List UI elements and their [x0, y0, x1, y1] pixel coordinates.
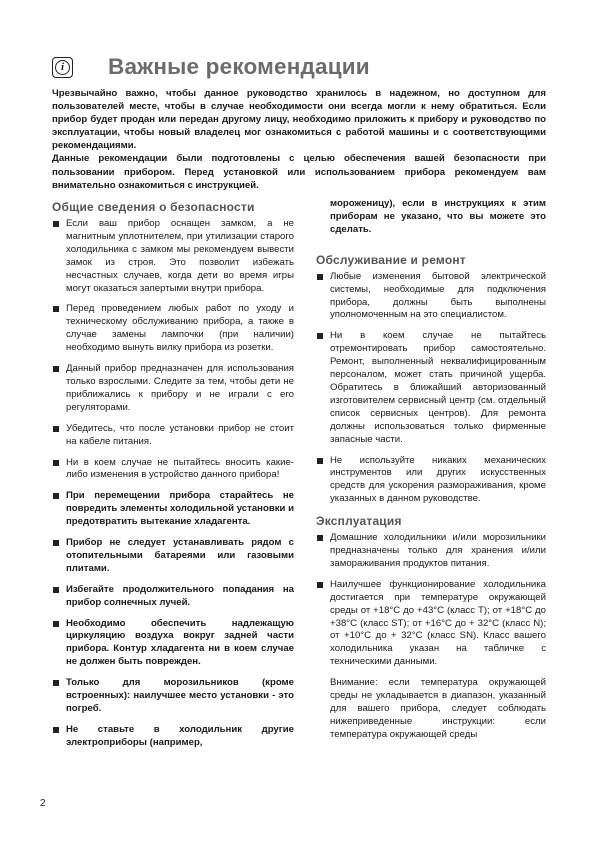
bullet-square-icon [53, 493, 59, 499]
safety-list [52, 218, 294, 750]
list-item-text: Только для морозильников (кроме встроенных): наилучшее место установки - это погреб. [66, 677, 294, 714]
list-item [52, 537, 294, 576]
intro [52, 87, 546, 192]
list-item-text: Прибор не следует устанавливать рядом с отопительными батареями или газовыми плитами. [66, 537, 294, 574]
operation-list [316, 532, 546, 669]
list-item [316, 271, 546, 323]
bullet-square-icon [317, 333, 323, 339]
bullet-square-icon [317, 582, 323, 588]
left-column [52, 200, 294, 758]
service-list [316, 271, 546, 506]
bullet-square-icon [53, 366, 59, 372]
list-item-text: Если ваш прибор оснащен замком, а не магнитным уплотнителем, при утилизации старого холодильника с замком мы рекомендуем вывести замок из строя. Это позволит избежать несчастных случаев, когда дети во время игры могут оказаться запертыми внутри прибора. [66, 218, 294, 294]
list-item [52, 724, 294, 750]
safety-heading: Общие сведения о безопасности [52, 200, 255, 214]
list-item-text: Избегайте продолжительного попадания на прибор солнечных лучей. [66, 583, 294, 608]
list-item [52, 218, 294, 295]
page-title: Важные рекомендации [108, 54, 370, 79]
list-item [52, 303, 294, 355]
list-item [52, 457, 294, 483]
bullet-square-icon [317, 458, 323, 464]
intro-paragraph-1: Чрезвычайно важно, чтобы данное руководство хранилось в надежном, но доступном для пользователей месте, чтобы в случае необходимости они всегда могли к нему обратиться. Если прибор будет продан или передан другому лицу, необходимо приложить к прибору и руководство по эксплуатации, чтобы новый владелец мог ознакомиться с работой машины и с соответствующими рекомендациями. [52, 88, 546, 152]
bullet-square-icon [317, 535, 323, 541]
list-item-text: При перемещении прибора старайтесь не повредить элементы холодильной установки и предотвратить вытекание хладагента. [66, 490, 294, 528]
bullet-square-icon [53, 680, 59, 686]
list-item-text: Ни в коем случае не пытайтесь отремонтировать прибор самостоятельно. Ремонт, выполненный неквалифицированным персоналом, может стать причиной ущерба. Обратитесь в ближайший авторизованный изготовителем сервисный центр (см. отдельный список сервисных центров). Для ремонта должны использоваться только фирменные запасные части. [330, 330, 546, 445]
list-item [52, 677, 294, 716]
bullet-square-icon [53, 540, 59, 546]
list-item [52, 423, 294, 449]
list-item [316, 455, 546, 507]
list-item [52, 584, 294, 610]
info-glyph: i [55, 60, 70, 75]
bullet-square-icon [317, 274, 323, 280]
list-item-text: Ни в коем случае не пытайтесь вносить какие-либо изменения в устройство данного прибора! [66, 456, 294, 481]
bullet-square-icon [53, 426, 59, 432]
operation-note: Внимание: если температура окружающей среды не укладывается в диапазон, указанный для вашего прибора, следует соблюдать нижеприведенные инструкции: если температура окружающей среды [330, 677, 546, 740]
list-item-text: Не ставьте в холодильник другие электроприборы (например, [66, 723, 294, 748]
list-item-text: Данный прибор предназначен для использования только взрослыми. Следите за тем, чтобы дети не приближались к прибору и не играли с его регуляторами. [66, 363, 294, 413]
list-item-text: Убедитесь, что после установки прибор не стоит на кабеле питания. [66, 422, 294, 447]
list-item [316, 579, 546, 669]
list-item-text: Любые изменения бытовой электрической системы, необходимые для подключения прибора, должны быть выполнены уполномоченным на это специалистом. [330, 270, 546, 321]
service-heading: Обслуживание и ремонт [316, 252, 466, 267]
page-number: 2 [40, 798, 46, 809]
bullet-square-icon [53, 587, 59, 593]
bullet-square-icon [53, 727, 59, 733]
list-item [316, 532, 546, 571]
list-item [316, 330, 546, 446]
operation-heading: Эксплуатация [316, 514, 402, 529]
safety-continuation: мороженицу), если в инструкциях к этим приборам не указано, что вы можете это сделать. [330, 198, 546, 235]
right-column [316, 198, 546, 742]
info-icon [52, 57, 73, 78]
bullet-square-icon [53, 306, 59, 312]
intro-paragraph-2: Данные рекомендации были подготовлены с целью обеспечения вашей безопасности при пользовании прибором. Перед установкой или использованием прибора рекомендуем вам внимательно ознакомиться с инструкцией. [52, 153, 546, 191]
list-item-text: Перед проведением любых работ по уходу и техническому обслуживанию прибора, а также в случае замены лампочки (при наличии) необходимо вынуть вилку прибора из розетки. [66, 303, 294, 354]
bullet-square-icon [53, 460, 59, 466]
list-item-text: Домашние холодильники и/или морозильники предназначены только для хранения и/или замораживания продуктов питания. [330, 532, 546, 569]
list-item [52, 363, 294, 415]
list-item-text: Необходимо обеспечить надлежащую циркуляцию воздуха вокруг задней части прибора. Контур хладагента ни в коем случае не должен быть поврежден. [66, 617, 294, 668]
list-item [52, 490, 294, 529]
list-item [52, 618, 294, 670]
bullet-square-icon [53, 221, 59, 227]
list-item-text: Наилучшее функционирование холодильника достигается при температуре окружающей среды от +18°C до +43°C (класс T); от +18°C до +38°C (класс ST); от +16°C до + 32°C (класс N); от +10°C до + 32°C (класс SN). Класс вашего холодильника указан на табличке с техническими данными. [330, 578, 546, 668]
list-item-text: Не используйте никаких механических инструментов или других искусственных средств для ускорения размораживания, кроме указанных в данном руководстве. [330, 454, 546, 505]
bullet-square-icon [53, 621, 59, 627]
